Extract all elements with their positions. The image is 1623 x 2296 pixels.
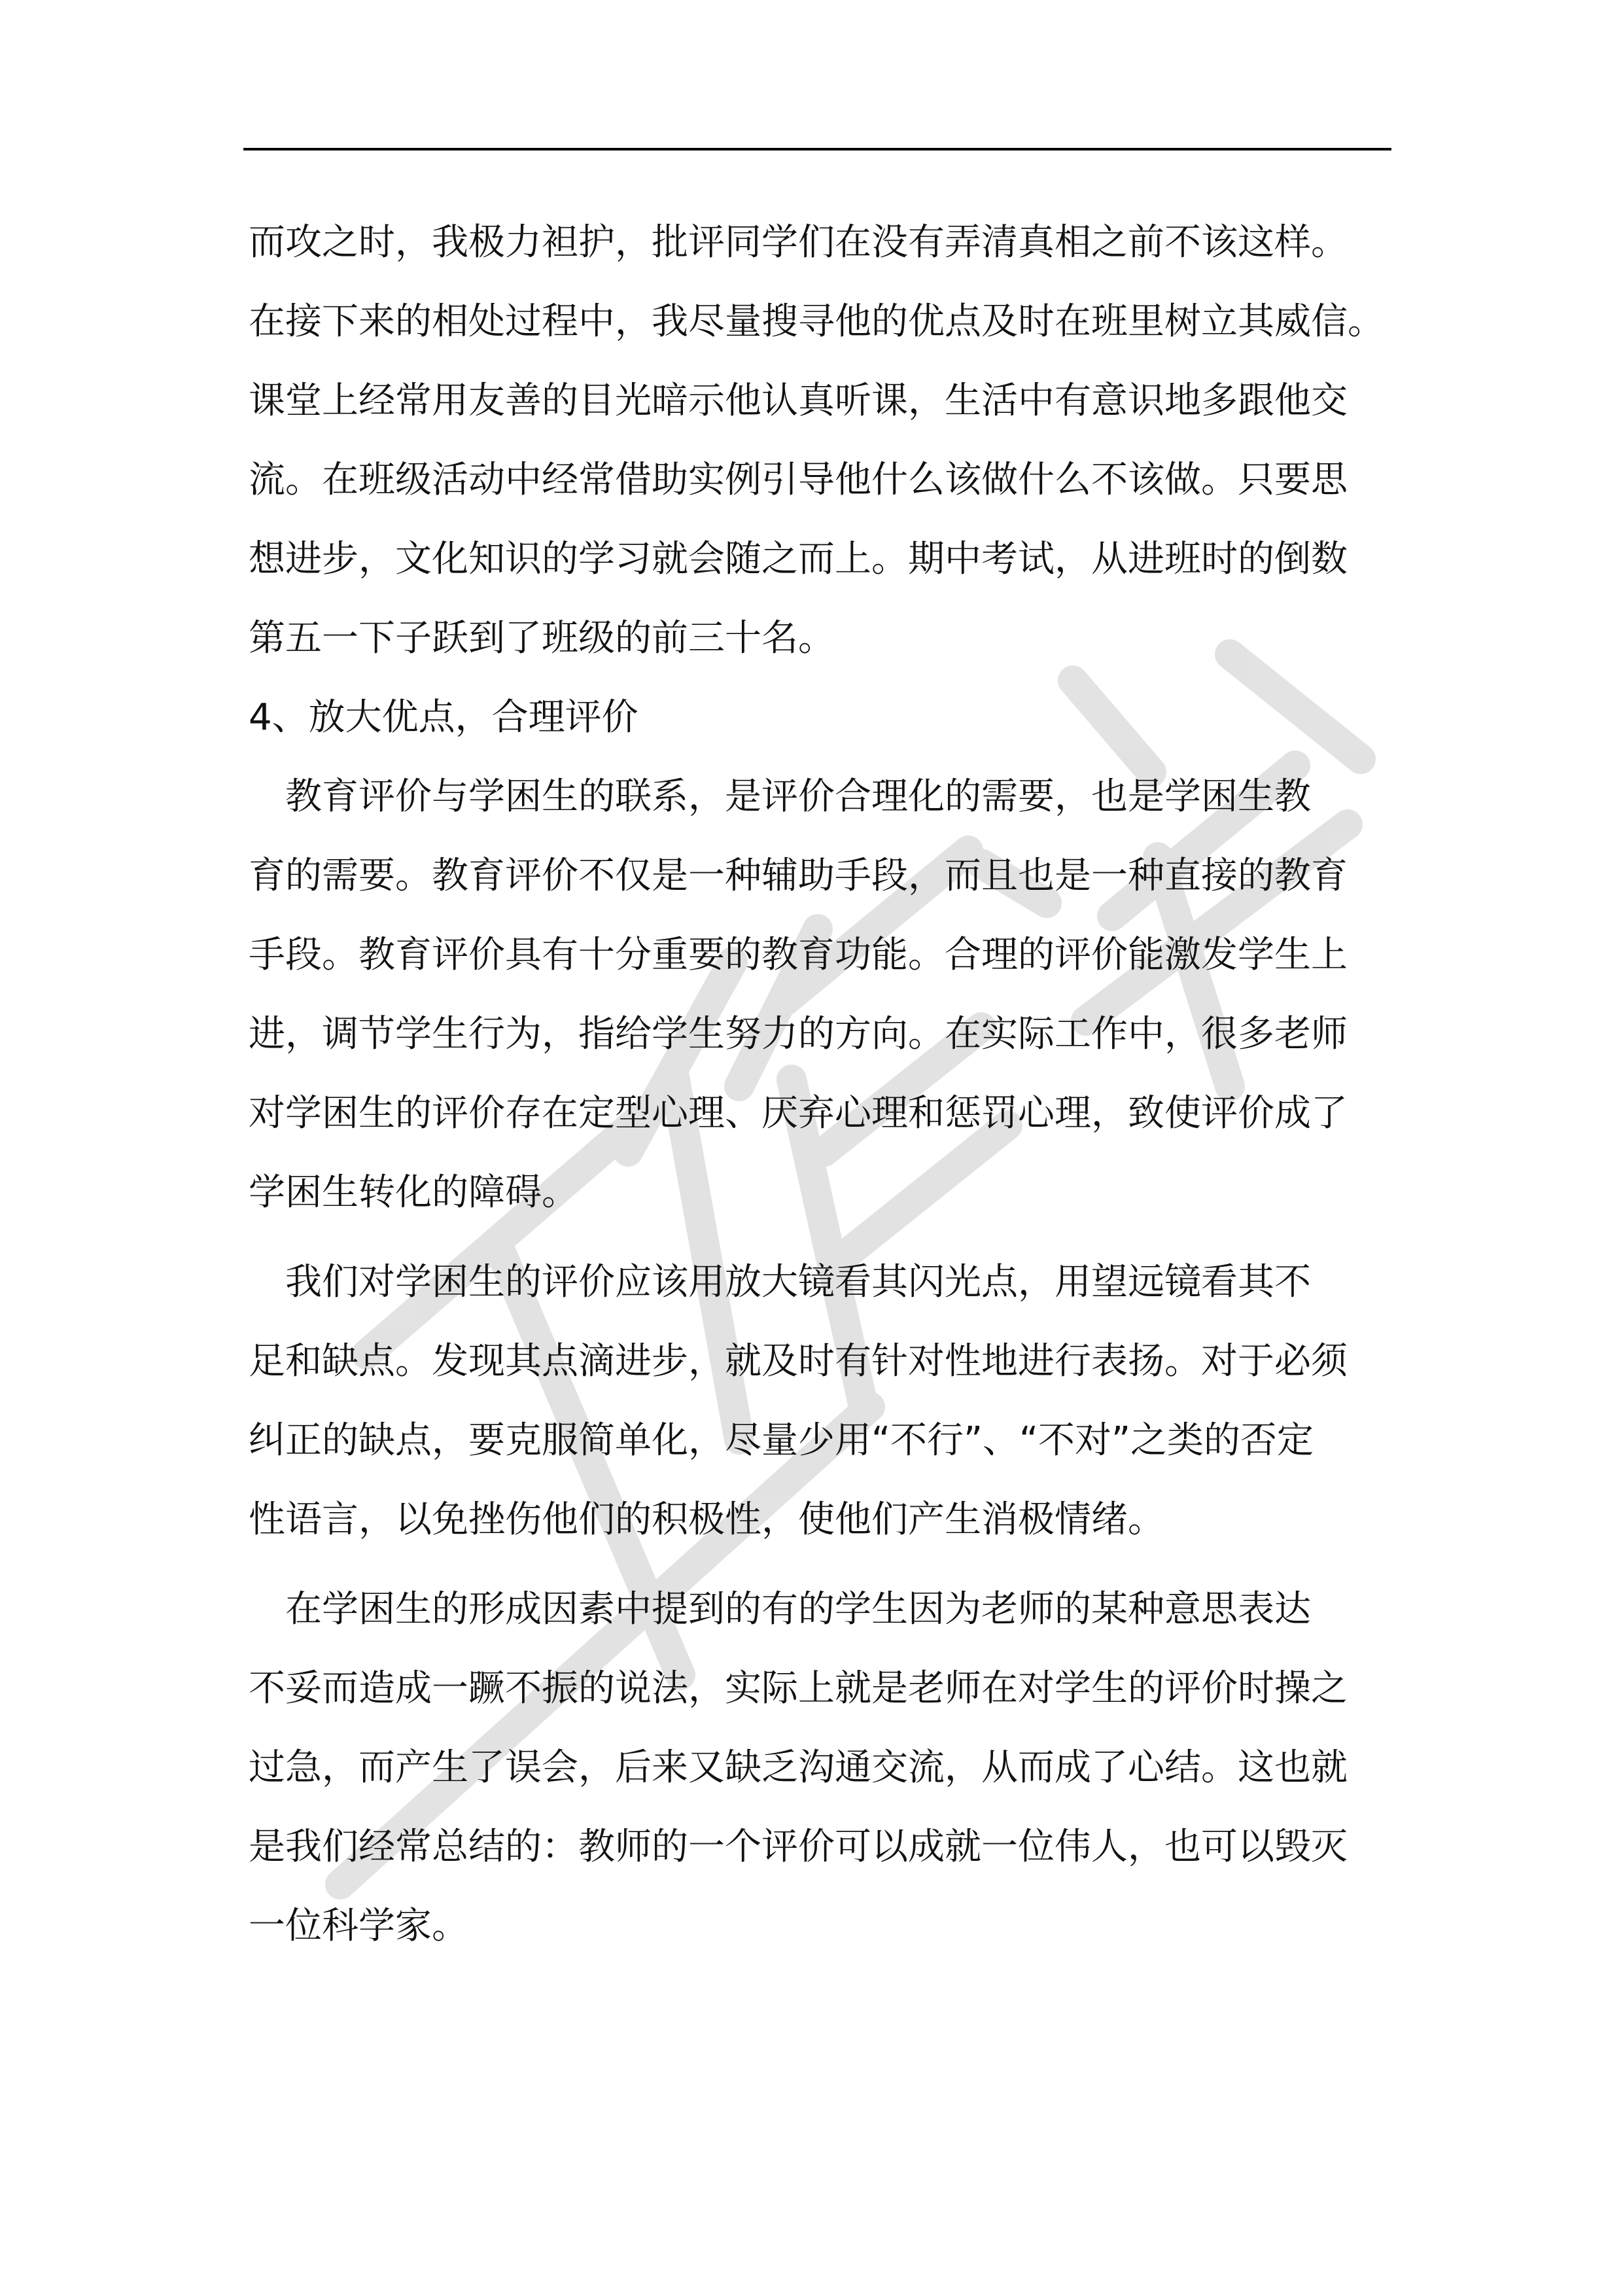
paragraph-gap: [249, 1559, 1397, 1570]
text-line: 学困生转化的障碍。: [249, 1171, 578, 1214]
text-line: 足和缺点。发现其点滴进步，就及时有针对性地进行表扬。对于必须: [249, 1340, 1348, 1383]
paragraph-1: [249, 203, 1397, 678]
paragraph-3: [249, 1243, 1397, 1559]
text-line: 流。在班级活动中经常借助实例引导他什么该做什么不该做。只要思: [249, 459, 1348, 501]
text-line: 育的需要。教育评价不仅是一种辅助手段，而且也是一种直接的教育: [249, 855, 1348, 897]
text-line: 想进步，文化知识的学习就会随之而上。期中考试，从进班时的倒数: [249, 538, 1348, 580]
text-line: 在接下来的相处过程中，我尽量搜寻他的优点及时在班里树立其威信。: [249, 300, 1384, 343]
text-line: 对学困生的评价存在定型心理、厌弃心理和惩罚心理，致使评价成了: [249, 1092, 1348, 1135]
paragraph-4: [249, 1570, 1397, 1966]
text-line: 我们对学困生的评价应该用放大镜看其闪光点，用望远镜看其不: [249, 1261, 1311, 1303]
text-line: 进，调节学生行为，指给学生努力的方向。在实际工作中，很多老师: [249, 1013, 1348, 1055]
section-heading: 4、放大优点，合理评价: [249, 696, 638, 739]
document-body: [249, 203, 1397, 1966]
text-line: 纠正的缺点，要克服简单化，尽量少用“不行”、“不对”之类的否定: [249, 1419, 1314, 1462]
text-line: 手段。教育评价具有十分重要的教育功能。合理的评价能激发学生上: [249, 934, 1348, 976]
text-line: 是我们经常总结的：教师的一个评价可以成就一位伟人，也可以毁灭: [249, 1826, 1348, 1868]
paragraph-gap: [249, 1232, 1397, 1243]
text-line: 教育评价与学困生的联系，是评价合理化的需要，也是学困生教: [249, 775, 1311, 818]
text-line: 课堂上经常用友善的目光暗示他认真听课，生活中有意识地多跟他交: [249, 380, 1348, 422]
text-line: 第五一下子跃到了班级的前三十名。: [249, 617, 835, 660]
text-line: 而攻之时，我极力袒护，批评同学们在没有弄清真相之前不该这样。: [249, 221, 1348, 264]
text-line: 过急，而产生了误会，后来又缺乏沟通交流，从而成了心结。这也就: [249, 1746, 1348, 1789]
paragraph-2: [249, 757, 1397, 1232]
header-rule: [243, 148, 1391, 150]
text-line: 不妥而造成一蹶不振的说法，实际上就是老师在对学生的评价时操之: [249, 1667, 1348, 1710]
text-line: 一位科学家。: [249, 1905, 468, 1947]
text-line: 在学困生的形成因素中提到的有的学生因为老师的某种意思表达: [249, 1588, 1311, 1631]
text-line: 性语言，以免挫伤他们的积极性，使他们产生消极情绪。: [249, 1498, 1164, 1541]
